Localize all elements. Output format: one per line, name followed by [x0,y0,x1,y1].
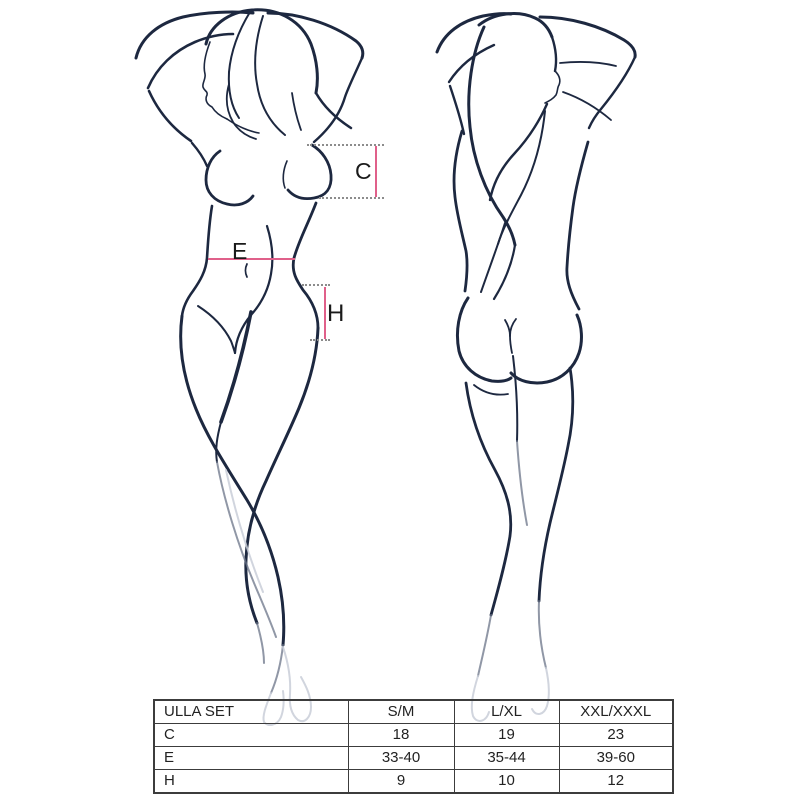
hip-top-dotted-line [302,284,330,286]
column-header: XXL/XXXL [559,700,673,724]
back-right-side [567,142,588,309]
row-label-cell: C [154,724,348,747]
table-cell: 23 [559,724,673,747]
hip-measure-label: H [327,300,345,327]
back-face-profile [545,71,560,103]
product-name-cell: ULLA SET [154,700,348,724]
front-face-profile [203,42,227,119]
size-table [153,699,674,794]
front-calf-ghost [226,470,263,592]
front-sternum-line [283,161,287,188]
table-header-row [154,700,673,724]
front-left-leg-outer [181,316,284,645]
bust-measure-label: C [355,158,372,184]
front-right-waist-hip [293,203,318,328]
front-left-armpit [192,143,207,166]
row-label-cell: H [154,770,348,794]
front-hair-strand [229,12,250,118]
back-inner-leg-line [513,356,517,441]
table-cell: 18 [348,724,454,747]
back-forearm-line [560,62,616,66]
column-header: S/M [348,700,454,724]
back-left-buttock [457,298,511,381]
back-left-side [454,131,467,291]
back-crease [510,336,512,353]
back-thigh-crease [474,385,508,395]
front-neck-strand [292,93,301,130]
front-ankle-line [271,645,283,693]
front-hair-strand [255,16,285,135]
back-right-upperarm [589,57,635,128]
front-right-arm-outer [268,13,363,58]
waist-measure-label: E [232,238,248,264]
table-cell: 12 [559,770,673,794]
front-bikini-left [198,306,235,353]
front-left-breast [206,151,253,205]
hip-bottom-dotted-line [310,339,330,341]
back-crease [510,319,516,336]
bust-measure-line [375,146,377,197]
table-cell: 9 [348,770,454,794]
back-left-leg [466,383,511,615]
back-left-upperarm [450,86,464,134]
hip-measure-line [324,287,326,339]
back-right-leg [539,368,573,601]
back-hair-outer [469,27,515,245]
back-head-side [552,37,556,71]
table-cell: 19 [454,724,559,747]
back-left-arm-outer [437,14,511,52]
table-cell: 35-44 [454,747,559,770]
front-left-arm-outer [136,12,253,58]
back-view-figure [437,14,635,721]
front-view-figure [136,10,363,725]
front-right-leg-outer [246,328,318,623]
table-cell: 10 [454,770,559,794]
row-label-cell: E [154,747,348,770]
bust-bottom-dotted-line [319,197,384,199]
back-calf-fade [539,601,546,668]
table-row [154,724,673,747]
back-hair-tip [494,245,515,299]
front-left-arm-inner [148,34,233,88]
back-inner-leg-line [517,441,527,525]
front-right-breast [288,145,331,199]
column-header: L/XL [454,700,559,724]
table-row [154,770,673,794]
front-ankle-line [257,623,264,663]
front-inner-thigh [221,312,251,422]
table-cell: 39-60 [559,747,673,770]
front-left-upperarm [149,91,191,141]
waist-measure-line [208,258,295,260]
back-calf-fade [478,615,491,676]
front-navel [246,264,248,277]
table-cell: 33-40 [348,747,454,770]
bust-top-dotted-line [307,144,384,146]
table-row [154,747,673,770]
front-left-waist-hip [182,206,212,316]
